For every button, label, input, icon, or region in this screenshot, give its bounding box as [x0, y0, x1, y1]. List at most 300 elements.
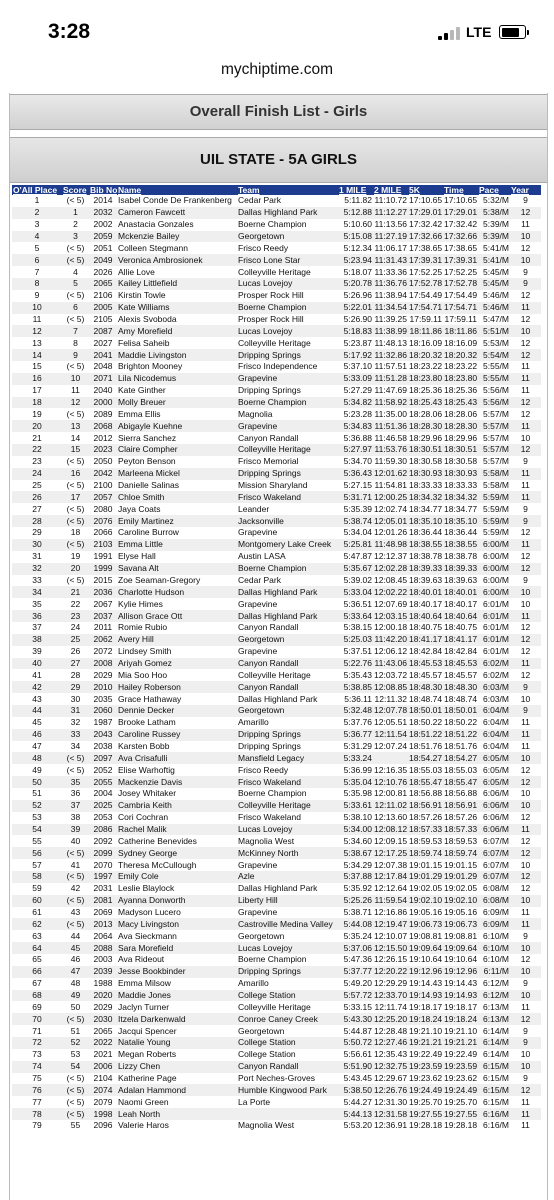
cell-overall-place: 4	[12, 231, 62, 243]
cell-time: 18:45.57	[444, 669, 478, 680]
table-row	[12, 539, 541, 551]
cell-bib-no: 2068	[89, 420, 117, 432]
cell-pace: 6:13/M	[478, 1013, 510, 1025]
cell-overall-place: 3	[34, 219, 40, 230]
cell-bib-no: 2048	[93, 361, 113, 372]
cell-year: 12	[520, 337, 531, 348]
cell-mile2: 12:00.81	[374, 788, 408, 799]
cell-pace: 5:46/M	[483, 290, 509, 301]
cell-mile2: 11:35.00	[374, 408, 407, 419]
cell-5k: 18:40.01	[409, 586, 443, 597]
cell-5k: 19:28.18	[409, 1120, 443, 1131]
cell-bib-no: 2060	[89, 705, 117, 717]
cell-pace: 6:06/M	[483, 812, 509, 823]
cell-time: 19:02.05	[444, 883, 478, 894]
cell-mile2: 11:12.27	[374, 207, 407, 218]
cell-pace: 6:04/M	[478, 705, 510, 717]
cell-mile2: 12:02.74	[374, 503, 408, 514]
cell-mile2: 12:31.30	[374, 1096, 408, 1107]
cell-score: 22	[70, 598, 81, 609]
cell-name: Mckenzie Bailey	[117, 231, 237, 243]
cell-team: Dripping Springs	[237, 966, 338, 978]
table-row	[12, 207, 541, 219]
cell-team: Boerne Champion	[238, 219, 307, 230]
cell-year: 11	[521, 1096, 530, 1107]
cell-name: Brooke Latham	[118, 717, 176, 728]
cell-pace: 6:14/M	[483, 1049, 509, 1060]
table-row	[12, 1120, 541, 1132]
cell-team: Dallas Highland Park	[238, 693, 318, 704]
cell-time: 18:25.36	[444, 385, 478, 396]
address-bar[interactable]: mychiptime.com	[221, 61, 333, 78]
cell-bib-no: 2051	[93, 242, 113, 253]
cell-mile1: 5:12.34	[343, 242, 372, 253]
cell-name: Katherine Page	[118, 1073, 177, 1084]
cell-bib-no: 1988	[93, 978, 113, 989]
cell-overall-place: 44	[12, 705, 62, 717]
cell-pace: 5:51/M	[478, 325, 510, 337]
cell-overall-place: 33	[32, 574, 42, 585]
cell-mile2: 12:16.35	[374, 764, 408, 775]
cell-team: Dallas Highland Park	[238, 883, 318, 894]
cell-5k: 19:22.49	[409, 1049, 443, 1060]
cell-5k: 18:16.09	[409, 337, 443, 348]
cell-5k: 18:41.17	[409, 634, 443, 645]
cell-score: 1	[62, 207, 89, 219]
column-header-name[interactable]: Name	[117, 185, 237, 195]
cell-overall-place: 54	[12, 824, 62, 836]
cell-overall-place: 48	[12, 752, 62, 764]
cell-year: 10	[510, 325, 541, 337]
cell-score: 6	[62, 302, 89, 314]
cell-year: 11	[521, 740, 530, 751]
cell-score: (< 5)	[66, 290, 85, 301]
cell-pace: 6:01/M	[478, 610, 510, 622]
cell-mile2: 11:10.72	[374, 195, 407, 206]
cell-team: Amarillo	[238, 717, 269, 728]
cell-team: Amarillo	[238, 978, 269, 989]
cell-time: 19:12.96	[444, 966, 478, 977]
table-row	[12, 1096, 541, 1108]
cell-team: Mission Sharyland	[238, 480, 308, 491]
cell-year: 11	[521, 1001, 530, 1012]
cell-score: 30	[70, 693, 81, 704]
cell-score: (< 5)	[66, 480, 85, 491]
cell-name: Sydney George	[117, 847, 237, 859]
table-row	[12, 646, 541, 658]
cell-mile2: 12:05.01	[374, 515, 408, 526]
cell-overall-place: 52	[12, 800, 62, 812]
cell-team: Dripping Springs	[237, 468, 338, 480]
cell-time: 18:40.75	[444, 622, 478, 633]
cell-pace: 6:00/M	[483, 574, 509, 585]
cell-time: 19:24.49	[444, 1084, 478, 1095]
cell-mile1: 5:35.04	[338, 776, 373, 788]
cell-team: Montgomery Lake Creek	[237, 539, 338, 551]
results-body	[12, 195, 541, 1132]
cell-score: 21	[62, 586, 89, 598]
cell-team: Boerne Champion	[237, 397, 338, 409]
table-row	[12, 563, 541, 575]
cell-mile1: 5:31.71	[338, 491, 373, 503]
column-header-overall-place[interactable]: O'All Place	[12, 185, 62, 195]
cell-overall-place: 78	[12, 1108, 62, 1120]
cell-overall-place: 79	[32, 1120, 42, 1131]
cell-5k: 19:08.81	[409, 930, 443, 941]
cell-bib-no: 2021	[93, 1049, 113, 1060]
cell-year: 9	[523, 930, 528, 941]
cell-bib-no: 2022	[89, 1037, 117, 1049]
cell-overall-place: 59	[32, 883, 42, 894]
cell-team: Dripping Springs	[237, 349, 338, 361]
cell-bib-no: 2064	[93, 930, 113, 941]
cell-overall-place: 38	[12, 634, 62, 646]
cell-mile2: 11:54.81	[374, 480, 407, 491]
cell-5k: 18:45.53	[409, 657, 443, 668]
cell-mile1: 5:34.83	[338, 420, 373, 432]
cell-team: Canyon Randall	[238, 622, 299, 633]
cell-mile2: 12:17.84	[374, 871, 408, 882]
cell-time: 18:20.32	[444, 349, 478, 360]
cell-overall-place: 56	[12, 847, 62, 859]
cell-overall-place: 20	[12, 420, 62, 432]
cell-bib-no: 2074	[89, 1084, 117, 1096]
cell-bib-no: 2065	[89, 278, 117, 290]
column-header-bib-no[interactable]: Bib No	[90, 185, 117, 195]
cell-year: 11	[510, 729, 541, 741]
cell-overall-place: 70	[12, 1013, 62, 1025]
cell-team: Georgetown	[237, 231, 338, 243]
cell-overall-place: 1	[34, 195, 40, 206]
cell-5k: 18:40.75	[409, 622, 443, 633]
table-row	[12, 302, 541, 314]
cell-pace: 5:53/M	[483, 337, 509, 348]
cell-score: (< 5)	[66, 242, 85, 253]
cell-team: Grapevine	[237, 420, 338, 432]
cell-bib-no: 1991	[93, 551, 113, 562]
cell-overall-place: 11	[32, 314, 42, 325]
cell-pace: 6:01/M	[483, 622, 509, 633]
cell-name: Emily Martinez	[117, 515, 237, 527]
cell-score: 18	[70, 527, 81, 538]
cell-mile1: 5:35.24	[343, 930, 372, 941]
cell-5k: 19:05.16	[409, 906, 443, 917]
cell-team: Colleyville Heritage	[238, 669, 311, 680]
table-row	[12, 408, 541, 420]
table-row	[12, 883, 541, 895]
cell-5k: 18:40.64	[409, 610, 443, 621]
cell-team: Georgetown	[238, 930, 285, 941]
cell-5k: 18:51.76	[409, 740, 443, 751]
cell-mile1: 5:38.50	[338, 1084, 373, 1096]
cell-mile2: 12:06.12	[374, 646, 408, 657]
table-row	[12, 314, 541, 326]
cell-bib-no: 2010	[89, 681, 117, 693]
cell-year: 12	[520, 835, 531, 846]
cell-bib-no: 2105	[93, 314, 113, 325]
cell-mile2: 12:27.46	[374, 1037, 408, 1048]
cell-mile2: 12:02.22	[374, 586, 408, 597]
cell-score: 10	[62, 373, 89, 385]
cell-mile2	[373, 752, 408, 764]
cell-team: Cedar Park	[238, 195, 281, 206]
cell-pace: 5:54/M	[478, 349, 510, 361]
table-row	[12, 1108, 541, 1120]
cell-overall-place: 19	[32, 408, 42, 419]
cell-score: 53	[70, 1049, 81, 1060]
cell-bib-no: 2055	[89, 776, 117, 788]
column-header-pace[interactable]: Pace	[478, 185, 510, 195]
column-header-mile1[interactable]: 1 MILE	[338, 185, 373, 195]
cell-team: Grapevine	[238, 527, 278, 538]
table-row	[12, 1061, 541, 1073]
cell-overall-place: 5	[34, 242, 40, 253]
cell-mile1: 5:12.88	[338, 207, 373, 219]
cell-name: Cori Cochran	[118, 812, 169, 823]
column-header-5k[interactable]: 5K	[408, 185, 443, 195]
cell-year: 12	[520, 527, 531, 538]
cell-5k: 17:39.31	[409, 254, 443, 265]
cell-team: Prosper Rock Hill	[238, 314, 304, 325]
cell-5k: 18:56.88	[409, 788, 443, 799]
cell-bib-no: 2036	[89, 586, 117, 598]
column-header-time[interactable]: Time	[443, 185, 478, 195]
column-header-year[interactable]: Year	[510, 185, 541, 195]
cell-bib-no: 2015	[93, 574, 113, 585]
cell-score: 17	[62, 491, 89, 503]
cell-name: Leah North	[117, 1108, 237, 1120]
cell-5k: 18:42.84	[409, 646, 443, 657]
status-bar	[0, 0, 554, 50]
cell-name: Rachel Malik	[117, 824, 237, 836]
cell-mile2: 11:13.56	[374, 219, 407, 230]
cell-5k: 19:14.93	[409, 990, 443, 1000]
cell-name: Leslie Blaylock	[118, 883, 175, 894]
cell-name: Avery Hill	[117, 634, 237, 646]
column-header-score[interactable]: Score	[62, 185, 89, 195]
cell-pace: 5:46/M	[478, 302, 510, 314]
cell-mile1: 5:43.45	[343, 1073, 372, 1084]
cell-mile2: 11:48.98	[374, 539, 407, 550]
cell-year: 12	[520, 646, 531, 657]
results-document	[9, 93, 548, 1200]
table-row	[12, 337, 541, 349]
cell-year: 12	[520, 242, 531, 253]
cell-mile1: 5:27.97	[338, 444, 373, 456]
cell-bib-no: 2103	[89, 539, 117, 551]
cell-pace: 6:06/M	[478, 824, 510, 836]
cell-time: 19:10.64	[444, 954, 478, 965]
cell-score: 11	[71, 385, 80, 396]
cell-overall-place: 47	[32, 740, 42, 751]
cell-year: 11	[510, 491, 541, 503]
cell-team: Grapevine	[238, 859, 278, 870]
cell-pace: 6:13/M	[483, 1001, 509, 1012]
cell-team: Dripping Springs	[237, 729, 338, 741]
table-row	[12, 515, 541, 527]
cell-year: 12	[510, 1084, 541, 1096]
cell-team: Boerne Champion	[237, 563, 338, 575]
cell-mile2: 12:12.64	[374, 883, 408, 894]
cell-bib-no: 2027	[93, 337, 113, 348]
cell-overall-place: 34	[12, 586, 62, 598]
cell-mile2: 12:09.15	[374, 835, 408, 846]
cell-mile1: 5:10.60	[343, 219, 372, 230]
cell-time: 18:40.17	[444, 598, 478, 609]
cell-team: Frisco Memorial	[238, 456, 299, 467]
cell-mile1: 5:36.11	[344, 693, 372, 704]
cell-bib-no: 2049	[89, 254, 117, 266]
cell-mile2: 12:00.25	[374, 491, 408, 502]
table-row	[12, 776, 541, 788]
cell-name: Naomi Green	[118, 1096, 169, 1107]
cell-score: 52	[62, 1037, 89, 1049]
table-row	[12, 1025, 541, 1037]
table-row	[12, 717, 541, 729]
cell-time: 18:55.47	[444, 776, 478, 787]
table-row	[12, 242, 541, 254]
cell-mile1: 5:33.61	[338, 800, 373, 812]
cell-score: (< 5)	[66, 195, 85, 206]
cell-mile2: 11:39.25	[374, 314, 407, 325]
cell-name: Claire Compher	[117, 444, 237, 456]
table-row	[12, 444, 541, 456]
cell-mile1: 5:33.15	[343, 1001, 372, 1012]
cell-mile2: 11:31.43	[374, 254, 407, 265]
cell-mile2: 12:10.76	[374, 776, 408, 787]
cell-mile1: 5:35.43	[343, 669, 372, 680]
cell-mile1: 5:25.81	[338, 539, 373, 551]
cell-pace: 5:59/M	[483, 527, 509, 538]
cell-team: Dallas Highland Park	[237, 610, 338, 622]
cell-team: Boerne Champion	[238, 954, 307, 965]
cell-time: 18:51.76	[444, 740, 478, 751]
cell-team: Leander	[238, 503, 270, 514]
cell-team: La Porte	[238, 1096, 271, 1107]
cell-overall-place: 46	[12, 729, 62, 741]
cell-overall-place: 39	[32, 646, 42, 657]
cell-pace: 6:09/M	[483, 906, 509, 917]
cell-score: (< 5)	[62, 1108, 89, 1120]
column-header-mile2[interactable]: 2 MILE	[373, 185, 408, 195]
cell-score: 4	[73, 266, 78, 277]
table-row	[12, 278, 541, 290]
cell-mile2: 11:57.51	[374, 361, 407, 372]
cell-overall-place: 2	[12, 207, 62, 219]
cell-mile2: 12:02.28	[374, 563, 408, 574]
cell-mile2: 12:12.37	[374, 551, 408, 562]
cell-name: Peyton Benson	[118, 456, 176, 467]
table-row	[12, 456, 541, 468]
cell-name: Ava Crisafulli	[117, 752, 237, 764]
table-row	[12, 231, 541, 243]
cell-5k: 19:09.64	[409, 942, 443, 953]
cell-mile2: 12:10.07	[374, 930, 408, 941]
cell-year: 12	[510, 776, 541, 788]
cell-year: 10	[520, 432, 531, 443]
cell-bib-no: 2076	[89, 515, 117, 527]
cell-mile2: 12:26.76	[374, 1084, 408, 1095]
cell-year: 12	[520, 883, 531, 894]
cell-score: 39	[62, 824, 89, 836]
cell-time: 18:33.33	[444, 480, 478, 491]
cell-year: 10	[510, 800, 541, 812]
cell-score: 12	[62, 397, 89, 409]
cell-overall-place: 35	[32, 598, 42, 609]
cell-name: Jaya Coats	[118, 503, 161, 514]
cell-time: 18:38.78	[444, 551, 478, 562]
table-row	[12, 610, 541, 622]
cell-bib-no: 2043	[89, 729, 117, 741]
cell-5k: 18:45.57	[409, 669, 443, 680]
cell-5k: 17:38.65	[409, 242, 443, 253]
cell-5k: 18:54.27	[409, 752, 443, 763]
cell-bib-no: 2065	[93, 1025, 113, 1036]
cell-team: Lucas Lovejoy	[237, 824, 338, 836]
column-header-team[interactable]: Team	[237, 185, 338, 195]
cell-team: Dallas Highland Park	[237, 207, 338, 219]
cell-mile2: 12:11.02	[374, 800, 407, 811]
cell-time: 18:42.84	[444, 646, 478, 657]
cell-mile2: 12:25.20	[374, 1013, 408, 1024]
cell-overall-place: 26	[12, 491, 62, 503]
table-row	[12, 266, 541, 278]
table-row	[12, 812, 541, 824]
cell-overall-place: 17	[32, 385, 42, 396]
cell-name: Charlotte Hudson	[117, 586, 237, 598]
cell-name: Hailey Roberson	[117, 681, 237, 693]
cell-mile1: 5:37.76	[343, 717, 372, 728]
cell-score: 35	[62, 776, 89, 788]
cell-name: Felisa Saheib	[118, 337, 170, 348]
cell-5k: 17:54.49	[409, 290, 443, 301]
cell-pace: 6:00/M	[483, 551, 509, 562]
cell-name: Maddie Jones	[117, 990, 237, 1002]
cell-mile2: 12:17.25	[374, 847, 408, 858]
cell-mile2: 12:08.12	[374, 823, 408, 834]
cell-score: 3	[62, 231, 89, 243]
cell-pace: 6:01/M	[478, 634, 510, 646]
cell-year: 10	[520, 693, 531, 704]
cell-5k: 18:28.30	[409, 420, 443, 431]
cell-mile2: 12:29.67	[374, 1073, 408, 1084]
cell-year: 9	[523, 1073, 528, 1084]
cell-mile1: 5:34.04	[343, 527, 372, 538]
clock: 3:28	[48, 20, 91, 43]
table-row	[12, 373, 541, 385]
cell-time: 18:40.01	[444, 586, 478, 597]
cell-overall-place: 45	[32, 717, 42, 728]
cell-name: Madyson Lucero	[118, 906, 181, 917]
cell-bib-no: 2069	[93, 906, 113, 917]
cell-pace: 6:06/M	[478, 800, 510, 812]
cell-time: 17:39.31	[444, 254, 478, 265]
cell-team: Georgetown	[238, 1025, 285, 1036]
cell-year: 11	[521, 361, 530, 372]
cell-pace: 6:10/M	[478, 942, 510, 954]
cell-time: 18:39.63	[444, 574, 478, 585]
table-row	[12, 918, 541, 930]
cell-pace: 5:55/M	[478, 373, 510, 385]
cell-score: 54	[62, 1061, 89, 1073]
cell-team: Canyon Randall	[237, 658, 338, 670]
cell-5k: 18:51.22	[409, 729, 443, 740]
cell-bib-no: 2070	[93, 859, 113, 870]
cell-pace: 6:05/M	[478, 752, 510, 764]
cell-5k: 18:20.32	[409, 349, 443, 360]
cell-pace: 6:07/M	[478, 871, 510, 883]
cell-mile2: 12:08.45	[374, 574, 408, 585]
